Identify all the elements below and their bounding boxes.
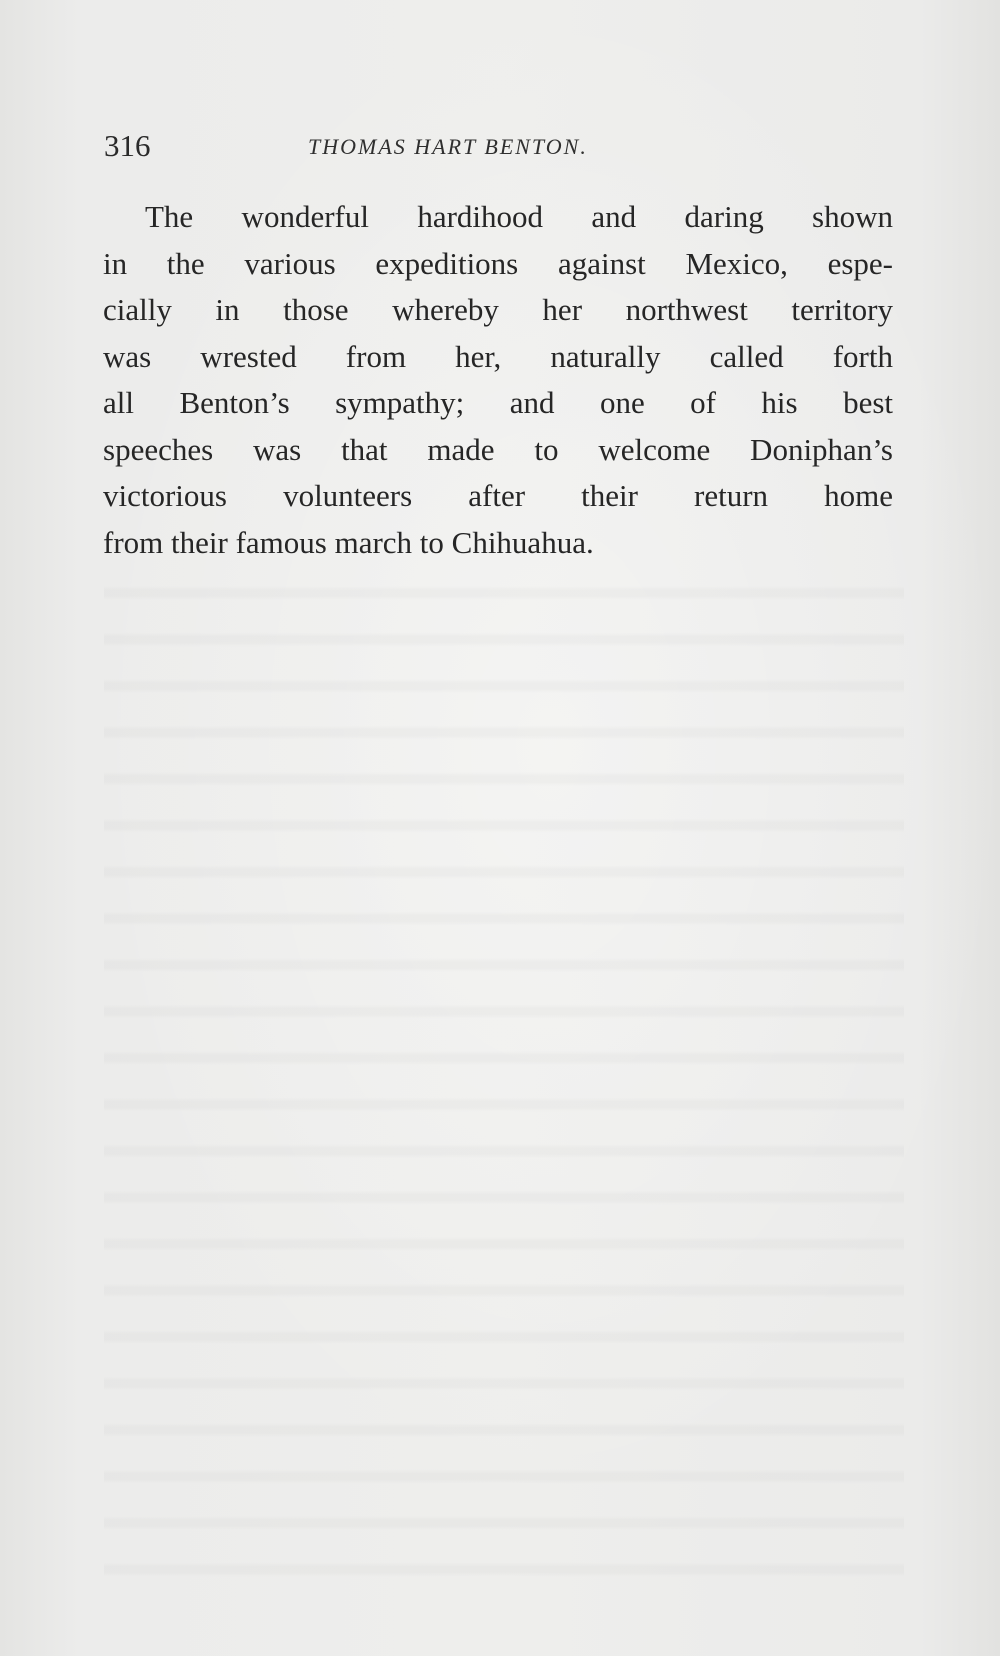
body-paragraph [103,194,893,566]
page-header [104,128,904,164]
running-head: THOMAS HART BENTON. [308,134,588,159]
text-line: The wonderful hardihood and daring shown [145,199,893,234]
page-number: 316 [104,128,151,163]
text-line: was wrested from her, naturally called forth [103,338,893,374]
text-line: from their famous march to Chihuahua. [103,524,594,560]
text-line: victorious volunteers after their return home [103,478,893,513]
show-through-bleed [104,560,904,1580]
text-line: in the various expeditions against Mexico, espe- [103,245,893,281]
text-line: speeches was that made to welcome Doniphan’s [103,431,893,467]
text-line: cially in those whereby her northwest territory [103,292,893,327]
text-line: all Benton’s sympathy; and one of his best [103,385,893,420]
